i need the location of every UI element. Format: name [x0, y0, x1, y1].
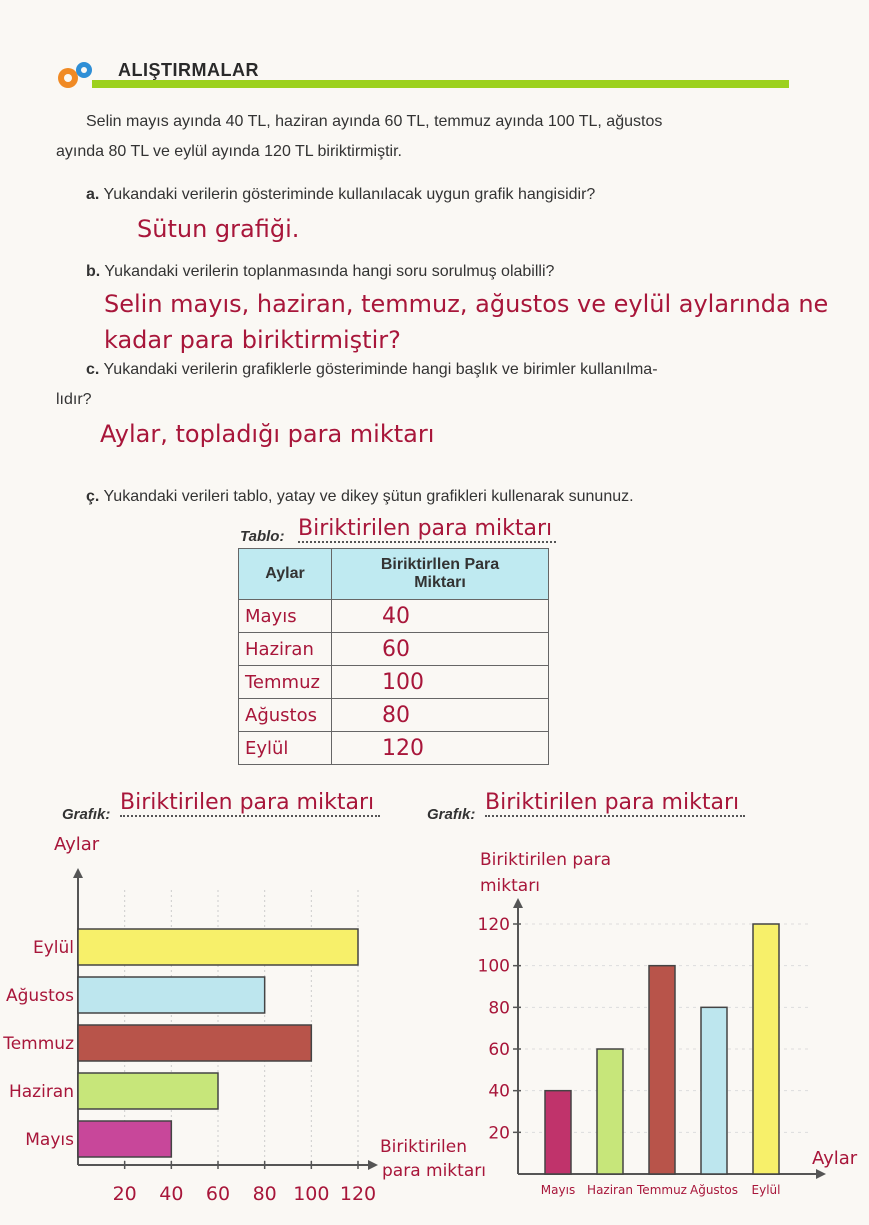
- x-tick-label: 120: [339, 1183, 377, 1205]
- bar: [78, 1073, 218, 1109]
- bar: [649, 966, 675, 1174]
- category-label: Eylül: [751, 1183, 781, 1197]
- data-table: [238, 548, 549, 765]
- table-caption-title: Biriktirilen para miktarı: [298, 516, 556, 543]
- table-cell-value: 60: [332, 633, 549, 666]
- table-header-row: [239, 549, 549, 600]
- x-tick-label: 100: [293, 1183, 330, 1205]
- bar: [753, 924, 779, 1174]
- table-row: [239, 600, 549, 633]
- x-tick-label: 60: [205, 1183, 231, 1205]
- category-label: Temmuz: [637, 1183, 687, 1197]
- category-label: Haziran: [587, 1183, 633, 1197]
- bar: [78, 977, 265, 1013]
- x-axis-arrow-icon: [368, 1160, 378, 1170]
- question-b-label: b.: [86, 263, 101, 280]
- table-row: [239, 633, 549, 666]
- table-header-miktar-line-2: Miktarı: [414, 574, 466, 591]
- table-cell-month: Ağustos: [239, 699, 332, 732]
- category-label: Ağustos: [6, 986, 74, 1006]
- x-axis-label: Aylar: [812, 1148, 858, 1169]
- y-tick-label: 100: [477, 956, 510, 977]
- answer-b-line-2: kadar para biriktirmiştir?: [104, 326, 401, 354]
- question-a-label: a.: [86, 186, 100, 203]
- question-c-label: c.: [86, 361, 100, 378]
- chart1-caption-label: Grafık:: [62, 806, 111, 823]
- y-tick-label: 120: [477, 915, 510, 935]
- table-cell-value: 100: [332, 666, 549, 699]
- answer-b-line-1: Selin mayıs, haziran, temmuz, ağustos ve eylül aylarında ne: [104, 290, 829, 318]
- question-cc: [86, 488, 634, 506]
- question-b-text: Yukandaki verilerin toplanmasında hangi soru sorulmuş olabilli?: [104, 263, 555, 280]
- y-tick-label: 40: [488, 1081, 510, 1102]
- y-axis-label-line-1: Biriktirilen para: [480, 850, 612, 870]
- intro-line-1: Selin mayıs ayında 40 TL, haziran ayında 60 TL, temmuz ayında 100 TL, ağustos: [86, 113, 663, 130]
- y-tick-label: 60: [488, 1040, 510, 1060]
- answer-a: Sütun grafiği.: [137, 215, 300, 243]
- table-header-miktar-line-1: Biriktirllen Para: [380, 556, 500, 573]
- question-cc-label: ç.: [86, 488, 100, 505]
- vertical-bar-chart: [440, 840, 869, 1210]
- y-axis-arrow-icon: [513, 898, 523, 908]
- table-cell-value: 40: [332, 600, 549, 633]
- question-c: [86, 361, 658, 379]
- table-cell-month: Temmuz: [239, 666, 332, 699]
- x-tick-label: 20: [112, 1183, 137, 1205]
- horizontal-bar-chart: [0, 830, 486, 1210]
- bar: [78, 1025, 311, 1061]
- category-label: Temmuz: [3, 1034, 74, 1054]
- category-label: Haziran: [8, 1082, 74, 1102]
- category-label: Mayıs: [25, 1130, 74, 1150]
- y-axis-label: Aylar: [54, 834, 100, 855]
- x-axis-arrow-icon: [816, 1169, 826, 1179]
- intro-line-2: ayında 80 TL ve eylül ayında 120 TL biriktirmiştir.: [56, 143, 402, 160]
- x-axis-label-line-2: para miktarı: [382, 1161, 486, 1181]
- y-axis-label-line-2: miktarı: [480, 876, 540, 896]
- table-caption-label: Tablo:: [240, 528, 285, 545]
- question-c-text: Yukandaki verilerin grafiklerle gösteriminde hangi başlık ve birimler kullanılma-: [103, 361, 658, 378]
- table-cell-month: Eylül: [239, 732, 332, 765]
- x-axis-label-line-1: Biriktirilen: [380, 1137, 468, 1157]
- bar: [78, 929, 358, 965]
- y-tick-label: 20: [488, 1123, 510, 1144]
- table-header-miktar: [332, 549, 549, 600]
- category-label: Mayıs: [540, 1183, 576, 1197]
- bar: [78, 1121, 171, 1157]
- chart2-caption-label: Grafık:: [427, 806, 476, 823]
- question-a: [86, 186, 595, 204]
- y-axis-arrow-icon: [73, 868, 83, 878]
- category-label: Eylül: [32, 938, 74, 958]
- question-a-text: Yukandaki verilerin gösteriminde kullanılacak uygun grafik hangisidir?: [103, 186, 596, 203]
- answer-c: Aylar, topladığı para miktarı: [100, 420, 435, 448]
- section-title: ALIŞTIRMALAR: [118, 60, 259, 80]
- gear-icon: [54, 58, 94, 92]
- table-cell-month: Haziran: [239, 633, 332, 666]
- table-cell-value: 120: [332, 732, 549, 765]
- bar: [597, 1049, 623, 1174]
- bar: [701, 1007, 727, 1174]
- question-c-text-2: lıdır?: [56, 391, 92, 408]
- category-label: Ağustos: [690, 1183, 738, 1197]
- table-row: [239, 732, 549, 765]
- question-cc-text: Yukandaki verileri tablo, yatay ve dikey şütun grafikleri kullenarak sununuz.: [103, 488, 634, 505]
- x-tick-label: 40: [159, 1183, 184, 1205]
- table-cell-month: Mayıs: [239, 600, 332, 633]
- y-tick-label: 80: [488, 998, 510, 1019]
- chart2-caption-title: Biriktirilen para miktarı: [485, 790, 745, 817]
- table-row: [239, 666, 549, 699]
- table-cell-value: 80: [332, 699, 549, 732]
- title-underline: [92, 80, 789, 88]
- x-tick-label: 80: [252, 1183, 277, 1205]
- table-row: [239, 699, 549, 732]
- chart1-caption-title: Biriktirilen para miktarı: [120, 790, 380, 817]
- question-b: [86, 263, 554, 281]
- table-header-aylar: Aylar: [239, 549, 332, 600]
- bar: [545, 1091, 571, 1174]
